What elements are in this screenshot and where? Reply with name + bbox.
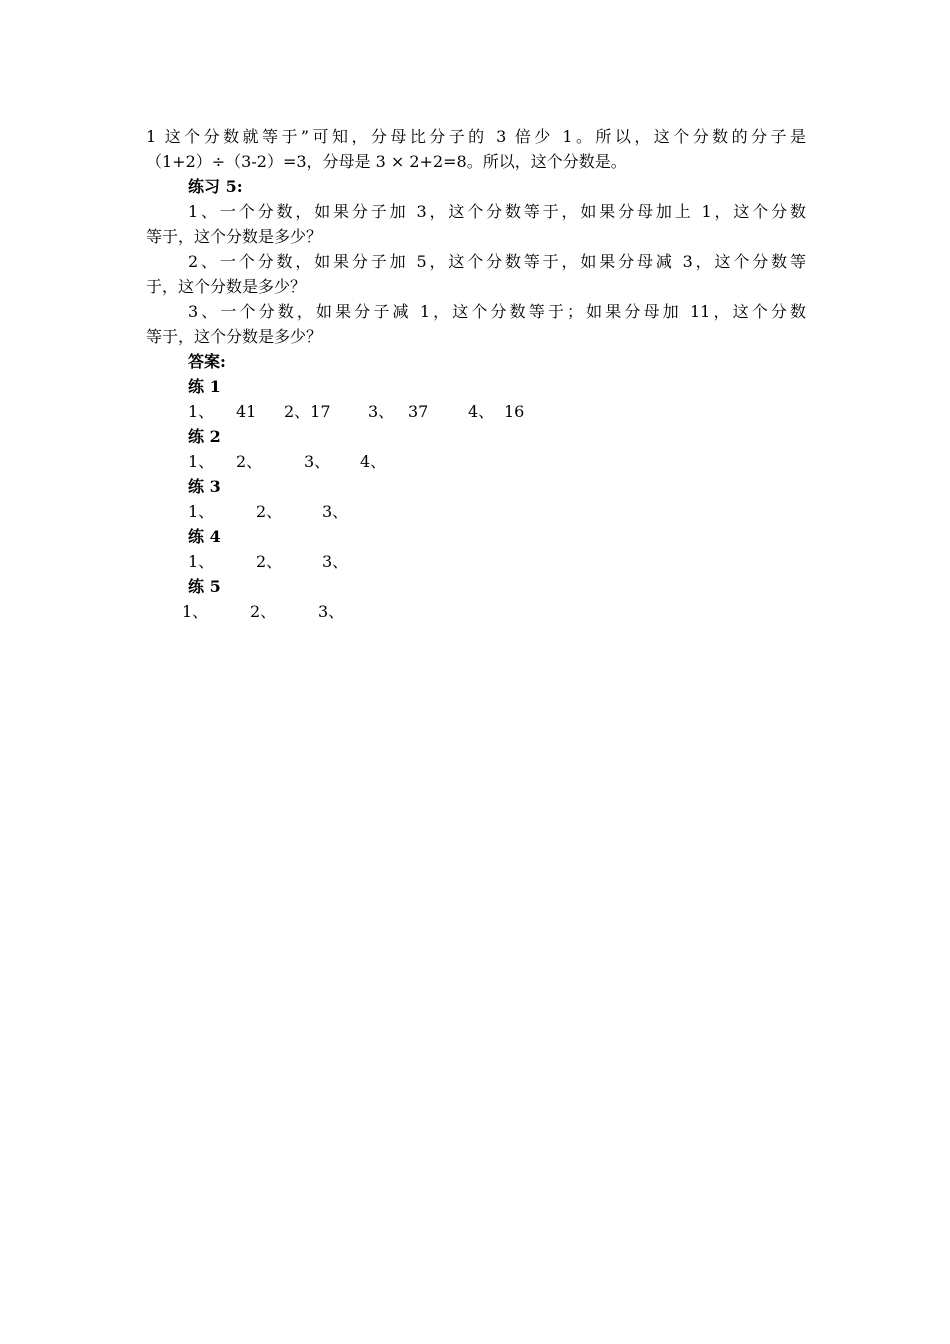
answer-row xyxy=(188,549,806,574)
answer-row xyxy=(182,599,806,624)
answer-item: 4、 xyxy=(360,452,387,471)
answer-row xyxy=(188,499,806,524)
answer-item: 1、 xyxy=(188,502,215,521)
answer-item: 3、 xyxy=(322,552,349,571)
exercise-heading: 练习 5: xyxy=(188,177,243,196)
document-page xyxy=(146,124,806,624)
question-2-line-2: 于，这个分数是多少？ xyxy=(146,277,307,296)
answer-item: 2、 xyxy=(236,452,263,471)
answer-row xyxy=(188,449,806,474)
answer-item: 3、 xyxy=(304,452,331,471)
intro-line-2: （1+2）÷（3-2）=3，分母是 3 × 2+2=8。所以，这个分数是。 xyxy=(146,152,627,171)
answer-item: 3、 xyxy=(318,602,345,621)
answer-group-title: 练 2 xyxy=(188,427,221,446)
answer-item: 2、 xyxy=(250,602,277,621)
question-1-line-1: 1、一个分数，如果分子加 3，这个分数等于，如果分母加上 1，这个分数 xyxy=(188,202,806,221)
question-3-line-1: 3、一个分数，如果分子减 1，这个分数等于；如果分母加 11，这个分数 xyxy=(188,302,806,321)
question-3-line-2: 等于，这个分数是多少？ xyxy=(146,327,323,346)
answer-item: 16 xyxy=(504,402,525,421)
answer-group-title: 练 5 xyxy=(188,577,221,596)
answer-item: 2、 xyxy=(256,552,283,571)
answer-item: 3、 xyxy=(368,402,395,421)
question-1-line-2: 等于，这个分数是多少？ xyxy=(146,227,323,246)
intro-line-1: 1 这个分数就等于”可知，分母比分子的 3 倍少 1。所以，这个分数的分子是 xyxy=(146,127,806,146)
answer-item: 41 xyxy=(236,402,257,421)
answer-item: 4、 xyxy=(468,402,495,421)
answer-item: 37 xyxy=(408,402,429,421)
answer-item: 1、 xyxy=(188,402,215,421)
answer-row xyxy=(188,399,806,424)
answer-group-title: 练 1 xyxy=(188,377,221,396)
answer-item: 1、 xyxy=(188,452,215,471)
question-2-line-1: 2、一个分数，如果分子加 5，这个分数等于，如果分母减 3，这个分数等 xyxy=(188,252,806,271)
answer-item: 1、 xyxy=(182,602,209,621)
answer-item: 2、17 xyxy=(284,402,331,421)
answer-item: 1、 xyxy=(188,552,215,571)
answer-item: 3、 xyxy=(322,502,349,521)
answer-group-title: 练 3 xyxy=(188,477,221,496)
answer-group-title: 练 4 xyxy=(188,527,221,546)
answers-heading: 答案: xyxy=(188,352,226,371)
answer-list xyxy=(146,374,806,624)
answer-item: 2、 xyxy=(256,502,283,521)
